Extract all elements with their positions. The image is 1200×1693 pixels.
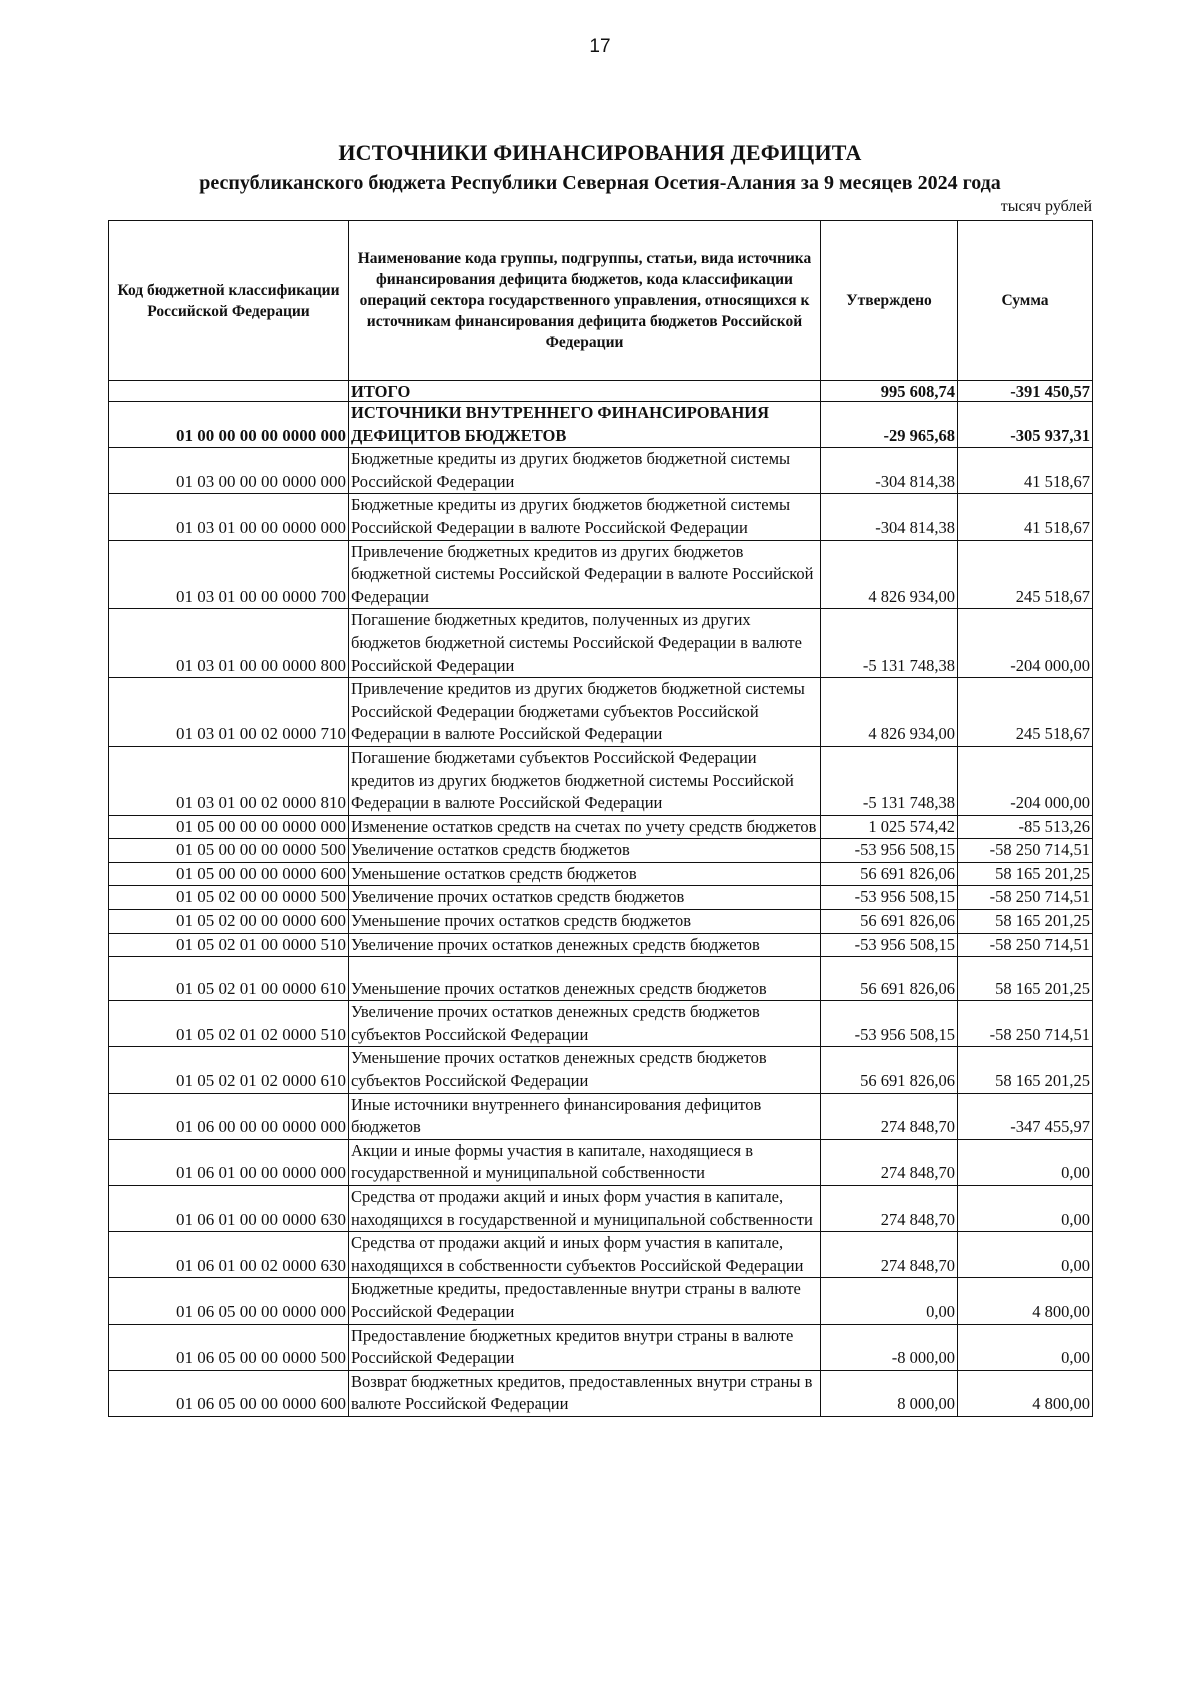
row-sum-cell: 4 800,00	[958, 1370, 1093, 1416]
row-sum-cell: 41 518,67	[958, 448, 1093, 494]
row-approved-cell: 56 691 826,06	[821, 910, 958, 934]
row-name-cell: Привлечение бюджетных кредитов из других бюджетов бюджетной системы Российской Федерации в валюте Российской Федерации	[349, 540, 821, 609]
row-approved-cell: -5 131 748,38	[821, 746, 958, 815]
row-approved-cell: 56 691 826,06	[821, 1047, 958, 1093]
row-approved-cell: 274 848,70	[821, 1232, 958, 1278]
row-sum-cell: 58 165 201,25	[958, 957, 1093, 1001]
table-row	[109, 933, 1093, 957]
row-name-cell: Иные источники внутреннего финансирования дефицитов бюджетов	[349, 1093, 821, 1139]
row-approved-cell: -53 956 508,15	[821, 839, 958, 863]
row-code-cell: 01 05 00 00 00 0000 000	[109, 815, 349, 839]
table-row	[109, 862, 1093, 886]
table-row	[109, 448, 1093, 494]
row-approved-cell: 8 000,00	[821, 1370, 958, 1416]
table-row	[109, 886, 1093, 910]
row-code-cell	[109, 381, 349, 402]
row-approved-cell: 274 848,70	[821, 1093, 958, 1139]
row-sum-cell: 41 518,67	[958, 494, 1093, 540]
row-name-cell: Увеличение остатков средств бюджетов	[349, 839, 821, 863]
row-sum-cell: -391 450,57	[958, 381, 1093, 402]
row-sum-cell: 58 165 201,25	[958, 862, 1093, 886]
row-code-cell: 01 03 01 00 00 0000 700	[109, 540, 349, 609]
units-label: тысяч рублей	[1000, 198, 1092, 215]
row-approved-cell: -304 814,38	[821, 448, 958, 494]
row-sum-cell: -204 000,00	[958, 609, 1093, 678]
table-header-row	[109, 221, 1093, 381]
row-code-cell: 01 05 02 01 00 0000 610	[109, 957, 349, 1001]
document-subtitle: республиканского бюджета Республики Северная Осетия-Алания за 9 месяцев 2024 года	[199, 172, 1001, 194]
row-sum-cell: 245 518,67	[958, 540, 1093, 609]
table-row	[109, 839, 1093, 863]
row-approved-cell: -53 956 508,15	[821, 886, 958, 910]
row-name-cell: ИТОГО	[349, 381, 821, 402]
row-approved-cell: 274 848,70	[821, 1186, 958, 1232]
row-name-cell: Средства от продажи акций и иных форм участия в капитале, находящихся в собственности субъектов Российской Федерации	[349, 1232, 821, 1278]
row-code-cell: 01 03 00 00 00 0000 000	[109, 448, 349, 494]
row-code-cell: 01 05 02 00 00 0000 500	[109, 886, 349, 910]
row-approved-cell: 0,00	[821, 1278, 958, 1324]
table-row	[109, 1186, 1093, 1232]
table-row	[109, 1093, 1093, 1139]
document-title: ИСТОЧНИКИ ФИНАНСИРОВАНИЯ ДЕФИЦИТА	[338, 140, 862, 165]
row-code-cell: 01 05 00 00 00 0000 600	[109, 862, 349, 886]
financing-sources-table	[108, 220, 1093, 1417]
row-code-cell: 01 06 01 00 02 0000 630	[109, 1232, 349, 1278]
table-row	[109, 815, 1093, 839]
table-row	[109, 746, 1093, 815]
row-sum-cell: -58 250 714,51	[958, 886, 1093, 910]
table-row	[109, 381, 1093, 402]
row-code-cell: 01 05 02 00 00 0000 600	[109, 910, 349, 934]
row-sum-cell: -305 937,31	[958, 402, 1093, 448]
table-row	[109, 1047, 1093, 1093]
row-approved-cell: 995 608,74	[821, 381, 958, 402]
table-row	[109, 678, 1093, 747]
row-code-cell: 01 05 02 01 02 0000 510	[109, 1001, 349, 1047]
row-name-cell: Бюджетные кредиты из других бюджетов бюджетной системы Российской Федерации	[349, 448, 821, 494]
row-name-cell: Бюджетные кредиты, предоставленные внутри страны в валюте Российской Федерации	[349, 1278, 821, 1324]
row-name-cell: Возврат бюджетных кредитов, предоставленных внутри страны в валюте Российской Федерации	[349, 1370, 821, 1416]
row-code-cell: 01 06 00 00 00 0000 000	[109, 1093, 349, 1139]
row-sum-cell: -58 250 714,51	[958, 1001, 1093, 1047]
row-sum-cell: -347 455,97	[958, 1093, 1093, 1139]
table-row	[109, 1232, 1093, 1278]
row-name-cell: Акции и иные формы участия в капитале, находящиеся в государственной и муниципальной собственности	[349, 1139, 821, 1185]
row-sum-cell: 0,00	[958, 1186, 1093, 1232]
row-name-cell: Изменение остатков средств на счетах по учету средств бюджетов	[349, 815, 821, 839]
row-name-cell: Уменьшение прочих остатков средств бюджетов	[349, 910, 821, 934]
row-name-cell: ИСТОЧНИКИ ВНУТРЕННЕГО ФИНАНСИРОВАНИЯ ДЕФИЦИТОВ БЮДЖЕТОВ	[349, 402, 821, 448]
row-code-cell: 01 06 01 00 00 0000 630	[109, 1186, 349, 1232]
row-code-cell: 01 00 00 00 00 0000 000	[109, 402, 349, 448]
row-sum-cell: 58 165 201,25	[958, 1047, 1093, 1093]
row-sum-cell: -58 250 714,51	[958, 933, 1093, 957]
table-row	[109, 494, 1093, 540]
row-name-cell: Бюджетные кредиты из других бюджетов бюджетной системы Российской Федерации в валюте Российской Федерации	[349, 494, 821, 540]
row-approved-cell: 56 691 826,06	[821, 862, 958, 886]
table-row	[109, 1278, 1093, 1324]
row-approved-cell: 274 848,70	[821, 1139, 958, 1185]
row-approved-cell: -53 956 508,15	[821, 933, 958, 957]
table-row	[109, 910, 1093, 934]
row-name-cell: Уменьшение прочих остатков денежных средств бюджетов	[349, 957, 821, 1001]
row-code-cell: 01 03 01 00 02 0000 710	[109, 678, 349, 747]
row-approved-cell: -53 956 508,15	[821, 1001, 958, 1047]
row-sum-cell: -85 513,26	[958, 815, 1093, 839]
header-name: Наименование кода группы, подгруппы, статьи, вида источника финансирования дефицита бюджетов, кода классификации операций сектора государственного управления, относящихся к источникам финансирования дефицита бюджетов Российской Федерации	[349, 221, 821, 381]
header-sum: Сумма	[958, 221, 1093, 381]
header-code: Код бюджетной классификации Российской Федерации	[109, 221, 349, 381]
row-name-cell: Уменьшение прочих остатков денежных средств бюджетов субъектов Российской Федерации	[349, 1047, 821, 1093]
table-row	[109, 402, 1093, 448]
row-name-cell: Средства от продажи акций и иных форм участия в капитале, находящихся в государственной и муниципальной собственности	[349, 1186, 821, 1232]
row-name-cell: Привлечение кредитов из других бюджетов бюджетной системы Российской Федерации бюджетами субъектов Российской Федерации в валюте Российской Федерации	[349, 678, 821, 747]
row-sum-cell: 58 165 201,25	[958, 910, 1093, 934]
row-name-cell: Увеличение прочих остатков денежных средств бюджетов субъектов Российской Федерации	[349, 1001, 821, 1047]
row-code-cell: 01 03 01 00 00 0000 800	[109, 609, 349, 678]
row-sum-cell: 245 518,67	[958, 678, 1093, 747]
row-approved-cell: 56 691 826,06	[821, 957, 958, 1001]
row-approved-cell: -304 814,38	[821, 494, 958, 540]
row-code-cell: 01 06 05 00 00 0000 600	[109, 1370, 349, 1416]
row-approved-cell: -5 131 748,38	[821, 609, 958, 678]
row-code-cell: 01 03 01 00 02 0000 810	[109, 746, 349, 815]
table-row	[109, 957, 1093, 1001]
table-row	[109, 1001, 1093, 1047]
row-name-cell: Погашение бюджетами субъектов Российской Федерации кредитов из других бюджетов бюджетной системы Российской Федерации в валюте Российской Федерации	[349, 746, 821, 815]
row-sum-cell: -58 250 714,51	[958, 839, 1093, 863]
row-approved-cell: 4 826 934,00	[821, 540, 958, 609]
row-sum-cell: 0,00	[958, 1139, 1093, 1185]
table-row	[109, 1370, 1093, 1416]
row-code-cell: 01 05 00 00 00 0000 500	[109, 839, 349, 863]
header-approved: Утверждено	[821, 221, 958, 381]
row-name-cell: Увеличение прочих остатков средств бюджетов	[349, 886, 821, 910]
row-code-cell: 01 05 02 01 00 0000 510	[109, 933, 349, 957]
row-sum-cell: 0,00	[958, 1324, 1093, 1370]
row-name-cell: Уменьшение остатков средств бюджетов	[349, 862, 821, 886]
row-sum-cell: 0,00	[958, 1232, 1093, 1278]
table-row	[109, 609, 1093, 678]
row-code-cell: 01 06 01 00 00 0000 000	[109, 1139, 349, 1185]
row-code-cell: 01 05 02 01 02 0000 610	[109, 1047, 349, 1093]
row-code-cell: 01 06 05 00 00 0000 000	[109, 1278, 349, 1324]
row-approved-cell: 4 826 934,00	[821, 678, 958, 747]
row-name-cell: Погашение бюджетных кредитов, полученных из других бюджетов бюджетной системы Российской Федерации в валюте Российской Федерации	[349, 609, 821, 678]
row-approved-cell: -8 000,00	[821, 1324, 958, 1370]
row-code-cell: 01 06 05 00 00 0000 500	[109, 1324, 349, 1370]
row-sum-cell: 4 800,00	[958, 1278, 1093, 1324]
row-sum-cell: -204 000,00	[958, 746, 1093, 815]
table-row	[109, 1139, 1093, 1185]
row-approved-cell: 1 025 574,42	[821, 815, 958, 839]
row-code-cell: 01 03 01 00 00 0000 000	[109, 494, 349, 540]
table-row	[109, 540, 1093, 609]
row-approved-cell: -29 965,68	[821, 402, 958, 448]
table-row	[109, 1324, 1093, 1370]
page-number: 17	[589, 36, 611, 57]
row-name-cell: Увеличение прочих остатков денежных средств бюджетов	[349, 933, 821, 957]
row-name-cell: Предоставление бюджетных кредитов внутри страны в валюте Российской Федерации	[349, 1324, 821, 1370]
